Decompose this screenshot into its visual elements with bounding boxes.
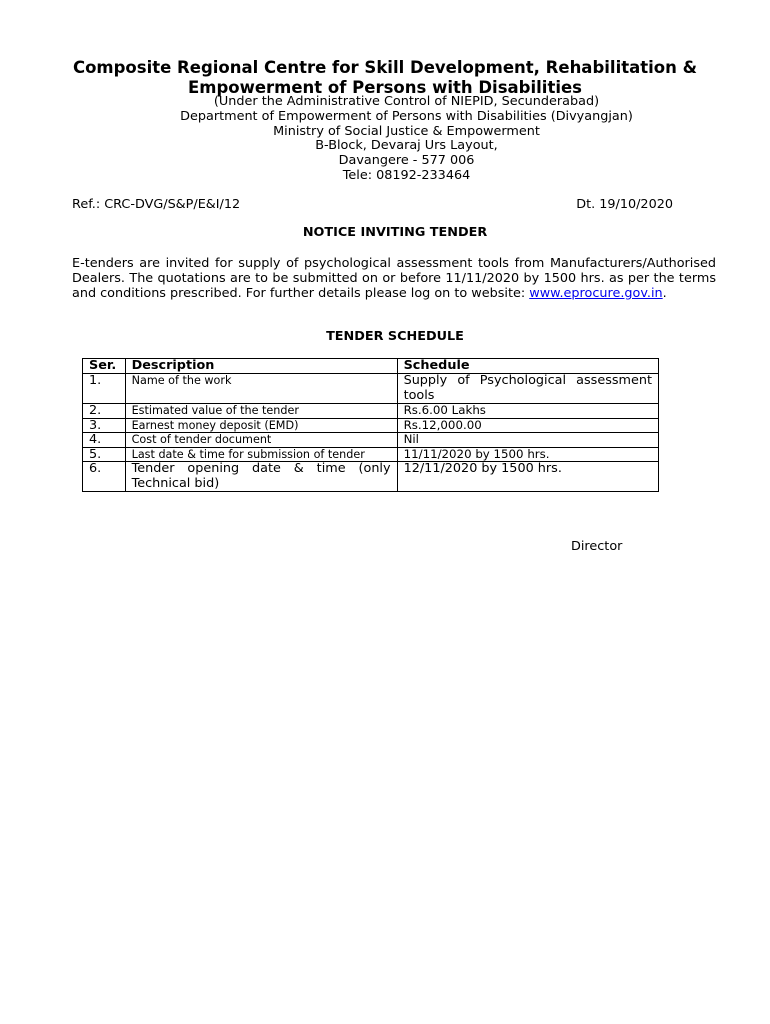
ministry-line: Ministry of Social Justice & Empowerment <box>273 123 540 139</box>
row-schedule: Supply of Psychological assessment tools <box>397 374 658 404</box>
notice-body <box>72 256 716 301</box>
table-row <box>83 404 659 419</box>
address-line-2: Davangere - 577 006 <box>338 153 475 169</box>
table-row <box>83 462 659 492</box>
column-header-ser: Ser. <box>83 359 126 374</box>
row-ser: 1. <box>83 374 126 404</box>
table-row <box>83 433 659 448</box>
tender-schedule-table <box>82 358 659 492</box>
row-description: Cost of tender document <box>125 433 397 448</box>
table-header-row <box>83 359 659 374</box>
title-line-1: Composite Regional Centre for Skill Development, Rehabilitation & <box>72 58 698 77</box>
row-ser: 2. <box>83 404 126 419</box>
row-schedule: Rs.6.00 Lakhs <box>397 404 658 419</box>
row-description: Last date & time for submission of tender <box>125 447 397 462</box>
eprocure-link[interactable]: www.eprocure.gov.in <box>529 286 663 301</box>
title-line-2: Empowerment of Persons with Disabilities <box>187 78 582 97</box>
address-line-1: B-Block, Devaraj Urs Layout, <box>315 138 498 154</box>
row-schedule: 12/11/2020 by 1500 hrs. <box>397 462 658 492</box>
row-ser: 5. <box>83 447 126 462</box>
row-ser: 3. <box>83 418 126 433</box>
row-description: Estimated value of the tender <box>125 404 397 419</box>
column-header-schedule: Schedule <box>397 359 658 374</box>
notice-body-end: . <box>662 286 667 301</box>
row-schedule: Rs.12,000.00 <box>397 418 658 433</box>
organization-title <box>40 58 730 98</box>
signatory-designation: Director <box>571 539 623 554</box>
row-schedule: 11/11/2020 by 1500 hrs. <box>397 447 658 462</box>
row-ser: 4. <box>83 433 126 448</box>
organization-details <box>40 95 770 184</box>
telephone-line: Tele: 08192-233464 <box>342 167 471 183</box>
schedule-title: TENDER SCHEDULE <box>326 329 464 344</box>
table-row <box>83 374 659 404</box>
column-header-description: Description <box>125 359 397 374</box>
row-description: Earnest money deposit (EMD) <box>125 418 397 433</box>
row-schedule: Nil <box>397 433 658 448</box>
table-row <box>83 418 659 433</box>
table-row <box>83 447 659 462</box>
row-description: Tender opening date & time (only Technical bid) <box>125 462 397 492</box>
notice-title: NOTICE INVITING TENDER <box>302 225 488 240</box>
row-description: Name of the work <box>125 374 397 404</box>
notice-body-text: E-tenders are invited for supply of psychological assessment tools from Manufacturers/Authorised Dealers. The quotations are to be submitted on or before 11/11/2020 by 1500 hrs. as per the terms and conditions prescribed. For further details please log on to website: <box>72 256 716 301</box>
document-date: Dt. 19/10/2020 <box>576 197 673 212</box>
admin-control-line: (Under the Administrative Control of NIEPID, Secunderabad) <box>213 94 600 109</box>
reference-number: Ref.: CRC-DVG/S&P/E&I/12 <box>72 197 241 212</box>
department-line: Department of Empowerment of Persons with Disabilities (Divyangjan) <box>180 108 633 124</box>
row-ser: 6. <box>83 462 126 492</box>
